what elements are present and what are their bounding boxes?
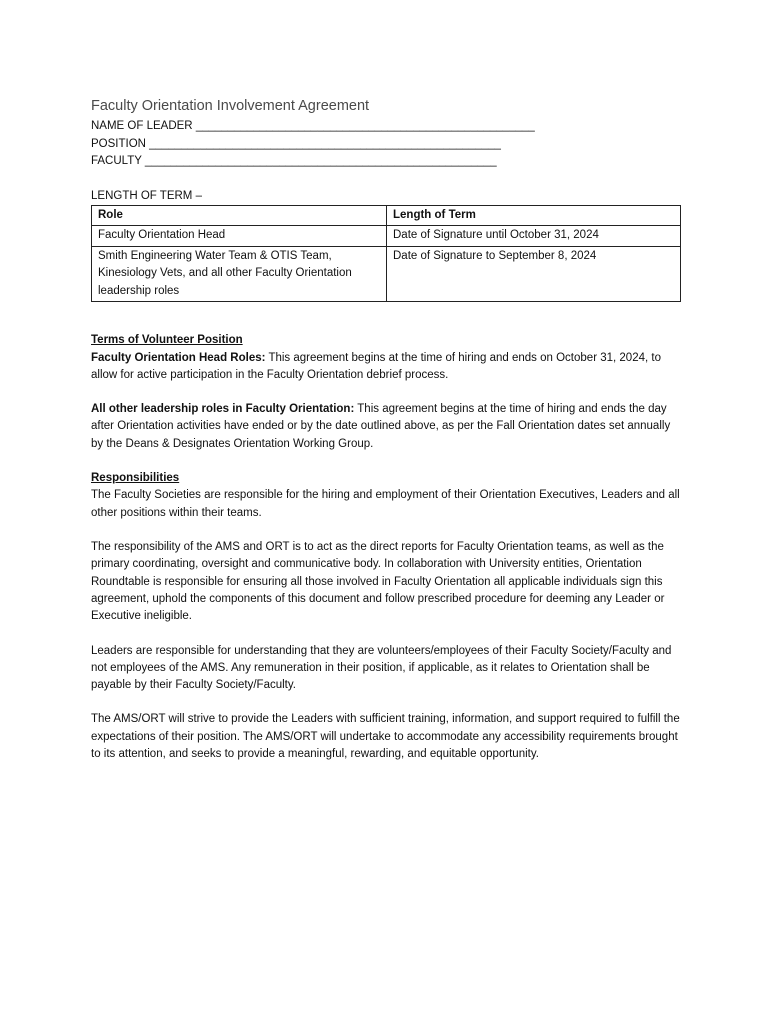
responsibilities-paragraph: The Faculty Societies are responsible for the hiring and employment of their Orientation Executives, Leaders and all other positions within their teams. — [91, 489, 680, 519]
faculty-label: FACULTY — [91, 155, 142, 167]
name-of-leader-blank[interactable]: _____________________________________________________ — [195, 120, 535, 132]
table-row — [92, 226, 681, 247]
faculty-blank[interactable]: _______________________________________________________ — [144, 155, 497, 167]
table-cell-term: Date of Signature until October 31, 2024 — [387, 226, 681, 247]
table-header-length: Length of Term — [387, 205, 681, 226]
table-header-row — [92, 205, 681, 226]
position-blank[interactable]: _______________________________________________________ — [149, 137, 501, 150]
head-roles-text: This agreement begins at the time of hiring and ends on October 31, 2024, to allow for active participation in the Faculty Orientation debrief process. — [91, 351, 661, 381]
other-roles-paragraph — [91, 401, 683, 453]
position-field — [91, 136, 770, 154]
table-cell-term: Date of Signature to September 8, 2024 — [387, 246, 681, 302]
table-row — [92, 246, 681, 302]
name-of-leader-field — [91, 118, 770, 136]
table-cell-role: Faculty Orientation Head — [92, 226, 387, 247]
document-title: Faculty Orientation Involvement Agreement — [91, 98, 370, 114]
length-of-term-label: LENGTH OF TERM – — [91, 189, 202, 202]
responsibilities-heading: Responsibilities — [91, 471, 180, 484]
term-table — [91, 205, 681, 303]
other-roles-text: This agreement begins at the time of hiring and ends the day after Orientation activities have ended or by the date outlined above, as per the Fall Orientation dates set annually by the Deans & Designates Orientation Working Group. — [91, 403, 671, 450]
responsibilities-paragraph: The AMS/ORT will strive to provide the Leaders with sufficient training, information, and support required to fulfill the expectations of their position. The AMS/ORT will undertake to accommodate any accessibility requirements brought to its attention, and seeks to provide a meaningful, rewarding, and equitable opportunity. — [91, 713, 680, 761]
faculty-field — [91, 153, 770, 171]
terms-heading: Terms of Volunteer Position — [91, 334, 243, 346]
head-roles-label: Faculty Orientation Head Roles: — [91, 351, 266, 364]
other-roles-label: All other leadership roles in Faculty Orientation: — [91, 403, 355, 416]
position-label: POSITION — [91, 137, 146, 150]
head-roles-paragraph — [91, 350, 683, 385]
responsibilities-paragraph: Leaders are responsible for understanding that they are volunteers/employees of their Faculty Society/Faculty and not employees of the AMS. Any remuneration in their position, if applicable, as it relates to Orientation shall be payable by their Faculty Society/Faculty. — [91, 644, 672, 692]
responsibilities-paragraph: The responsibility of the AMS and ORT is to act as the direct reports for Faculty Orientation teams, as well as the primary coordinating, oversight and communicative body. In collaboration with University entities, Orientation Roundtable is responsible for ensuring all those involved in Faculty Orientation all applicable individuals sign this agreement, uphold the components of this document and follow prescribed procedure for deeming any Leader or Executive ineligible. — [91, 541, 665, 623]
name-of-leader-label: NAME OF LEADER — [91, 120, 193, 132]
table-cell-role: Smith Engineering Water Team & OTIS Team, Kinesiology Vets, and all other Faculty Orientation leadership roles — [92, 246, 387, 302]
table-header-role: Role — [92, 205, 387, 226]
terms-section — [91, 332, 683, 763]
